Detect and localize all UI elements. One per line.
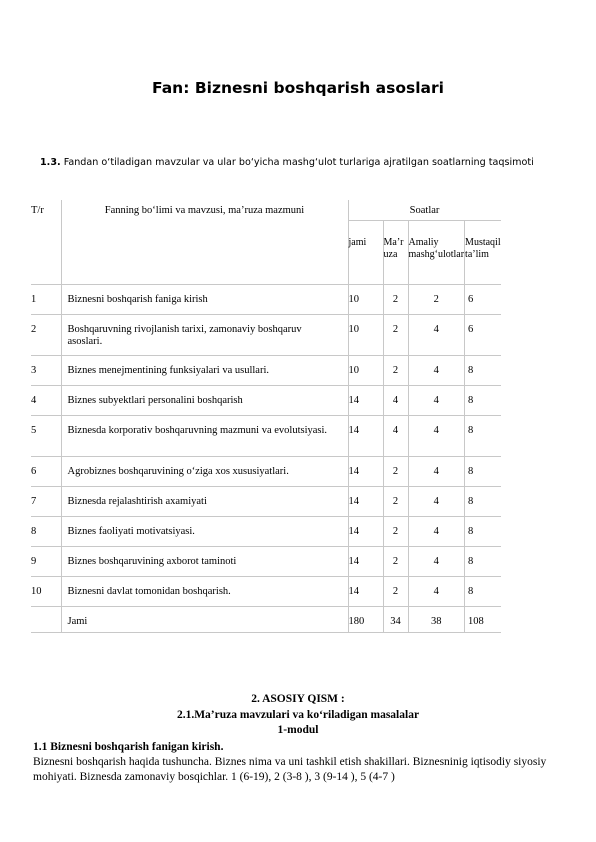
topic-description: Biznesni boshqarish haqida tushuncha. Biznes nima va uni tashkil etish shakillari. Biznesninig iqtisodiy siyosiy mohiyati. Biznesda zamonaviy bosqichlar. 1 (6-19), 2 (3-8 ), 3 (9-14 ), 5 (4-7 ) — [33, 756, 547, 783]
table-row — [31, 576, 501, 606]
row-maruza: 2 — [383, 314, 408, 355]
row-topic: Biznesda rejalashtirish axamiyati — [61, 486, 348, 516]
row-topic: Biznes boshqaruvining axborot taminoti — [61, 546, 348, 576]
header-amaliy: Amaliy mashg‘ulotlar — [408, 220, 465, 284]
row-number: 9 — [31, 546, 61, 576]
row-amaliy: 4 — [408, 355, 465, 385]
caption-number: 1.3. — [40, 157, 61, 168]
table-caption — [40, 157, 534, 168]
row-amaliy: 4 — [408, 486, 465, 516]
row-topic: Biznes faoliyati motivatsiyasi. — [61, 516, 348, 546]
table-row — [31, 546, 501, 576]
row-number: 8 — [31, 516, 61, 546]
row-maruza: 2 — [383, 456, 408, 486]
row-mustaqil: 8 — [465, 486, 501, 516]
row-jami: 10 — [348, 314, 383, 355]
page-title: Fan: Biznesni boshqarish asoslari — [152, 79, 444, 97]
table-row — [31, 385, 501, 415]
row-amaliy: 2 — [408, 284, 465, 314]
hours-table — [31, 200, 501, 633]
header-jami: jami — [348, 220, 383, 284]
table-row — [31, 355, 501, 385]
row-jami: 14 — [348, 456, 383, 486]
total-label: Jami — [61, 606, 348, 632]
header-topic: Fanning bo‘limi va mavzusi, ma’ruza mazmuni — [61, 200, 348, 284]
row-amaliy: 4 — [408, 456, 465, 486]
row-amaliy: 4 — [408, 314, 465, 355]
row-number: 3 — [31, 355, 61, 385]
row-maruza: 2 — [383, 355, 408, 385]
row-maruza: 2 — [383, 546, 408, 576]
module-label: 1-modul — [277, 724, 319, 736]
table-total-row — [31, 606, 501, 632]
row-jami: 10 — [348, 355, 383, 385]
row-jami: 14 — [348, 385, 383, 415]
row-amaliy: 4 — [408, 546, 465, 576]
row-maruza: 2 — [383, 516, 408, 546]
row-mustaqil: 8 — [465, 355, 501, 385]
row-number: 6 — [31, 456, 61, 486]
row-maruza: 2 — [383, 486, 408, 516]
row-maruza: 2 — [383, 284, 408, 314]
row-number: 4 — [31, 385, 61, 415]
row-maruza: 4 — [383, 385, 408, 415]
row-mustaqil: 8 — [465, 415, 501, 456]
table-row — [31, 284, 501, 314]
row-mustaqil: 6 — [465, 284, 501, 314]
section-heading: 2. ASOSIY QISM : — [251, 693, 345, 705]
table-row — [31, 456, 501, 486]
row-jami: 10 — [348, 284, 383, 314]
row-topic: Biznes subyektlari personalini boshqarish — [61, 385, 348, 415]
row-number: 7 — [31, 486, 61, 516]
row-number: 1 — [31, 284, 61, 314]
row-topic: Biznes menejmentining funksiyalari va usullari. — [61, 355, 348, 385]
row-maruza: 2 — [383, 576, 408, 606]
row-topic: Biznesda korporativ boshqaruvning mazmuni va evolutsiyasi. — [61, 415, 348, 456]
caption-text: Fandan o‘tiladigan mavzular va ular bo‘yicha mashg‘ulot turlariga ajratilgan soatlarning taqsimoti — [63, 157, 534, 168]
header-tr: T/r — [31, 200, 61, 284]
row-number: 10 — [31, 576, 61, 606]
row-amaliy: 4 — [408, 516, 465, 546]
row-jami: 14 — [348, 516, 383, 546]
row-mustaqil: 8 — [465, 456, 501, 486]
table-row — [31, 486, 501, 516]
row-jami: 14 — [348, 486, 383, 516]
row-mustaqil: 8 — [465, 385, 501, 415]
row-amaliy: 4 — [408, 385, 465, 415]
row-topic: Agrobiznes boshqaruvining o‘ziga xos xususiyatlari. — [61, 456, 348, 486]
row-amaliy: 4 — [408, 576, 465, 606]
row-number: 2 — [31, 314, 61, 355]
table-row — [31, 314, 501, 355]
total-maruza: 34 — [383, 606, 408, 632]
row-jami: 14 — [348, 415, 383, 456]
section-subheading: 2.1.Ma’ruza mavzulari va ko‘riladigan masalalar — [176, 709, 420, 721]
row-jami: 14 — [348, 576, 383, 606]
row-mustaqil: 8 — [465, 546, 501, 576]
header-maruza: Ma’ruza — [383, 220, 408, 284]
total-amaliy: 38 — [408, 606, 465, 632]
row-number: 5 — [31, 415, 61, 456]
row-topic: Boshqaruvning rivojlanish tarixi, zamonaviy boshqaruv asoslari. — [61, 314, 348, 355]
row-mustaqil: 8 — [465, 576, 501, 606]
total-jami: 180 — [348, 606, 383, 632]
total-mustaqil: 108 — [465, 606, 501, 632]
row-topic: Biznesni davlat tomonidan boshqarish. — [61, 576, 348, 606]
topic-heading: 1.1 Biznesni boshqarish fanigan kirish. — [33, 741, 224, 753]
table-row — [31, 516, 501, 546]
row-jami: 14 — [348, 546, 383, 576]
row-topic: Biznesni boshqarish faniga kirish — [61, 284, 348, 314]
total-blank-cell — [31, 606, 61, 632]
header-hours: Soatlar — [348, 200, 501, 220]
header-mustaqil: Mustaqil ta’lim — [465, 220, 501, 284]
row-mustaqil: 8 — [465, 516, 501, 546]
row-mustaqil: 6 — [465, 314, 501, 355]
table-row — [31, 415, 501, 456]
row-amaliy: 4 — [408, 415, 465, 456]
row-maruza: 4 — [383, 415, 408, 456]
